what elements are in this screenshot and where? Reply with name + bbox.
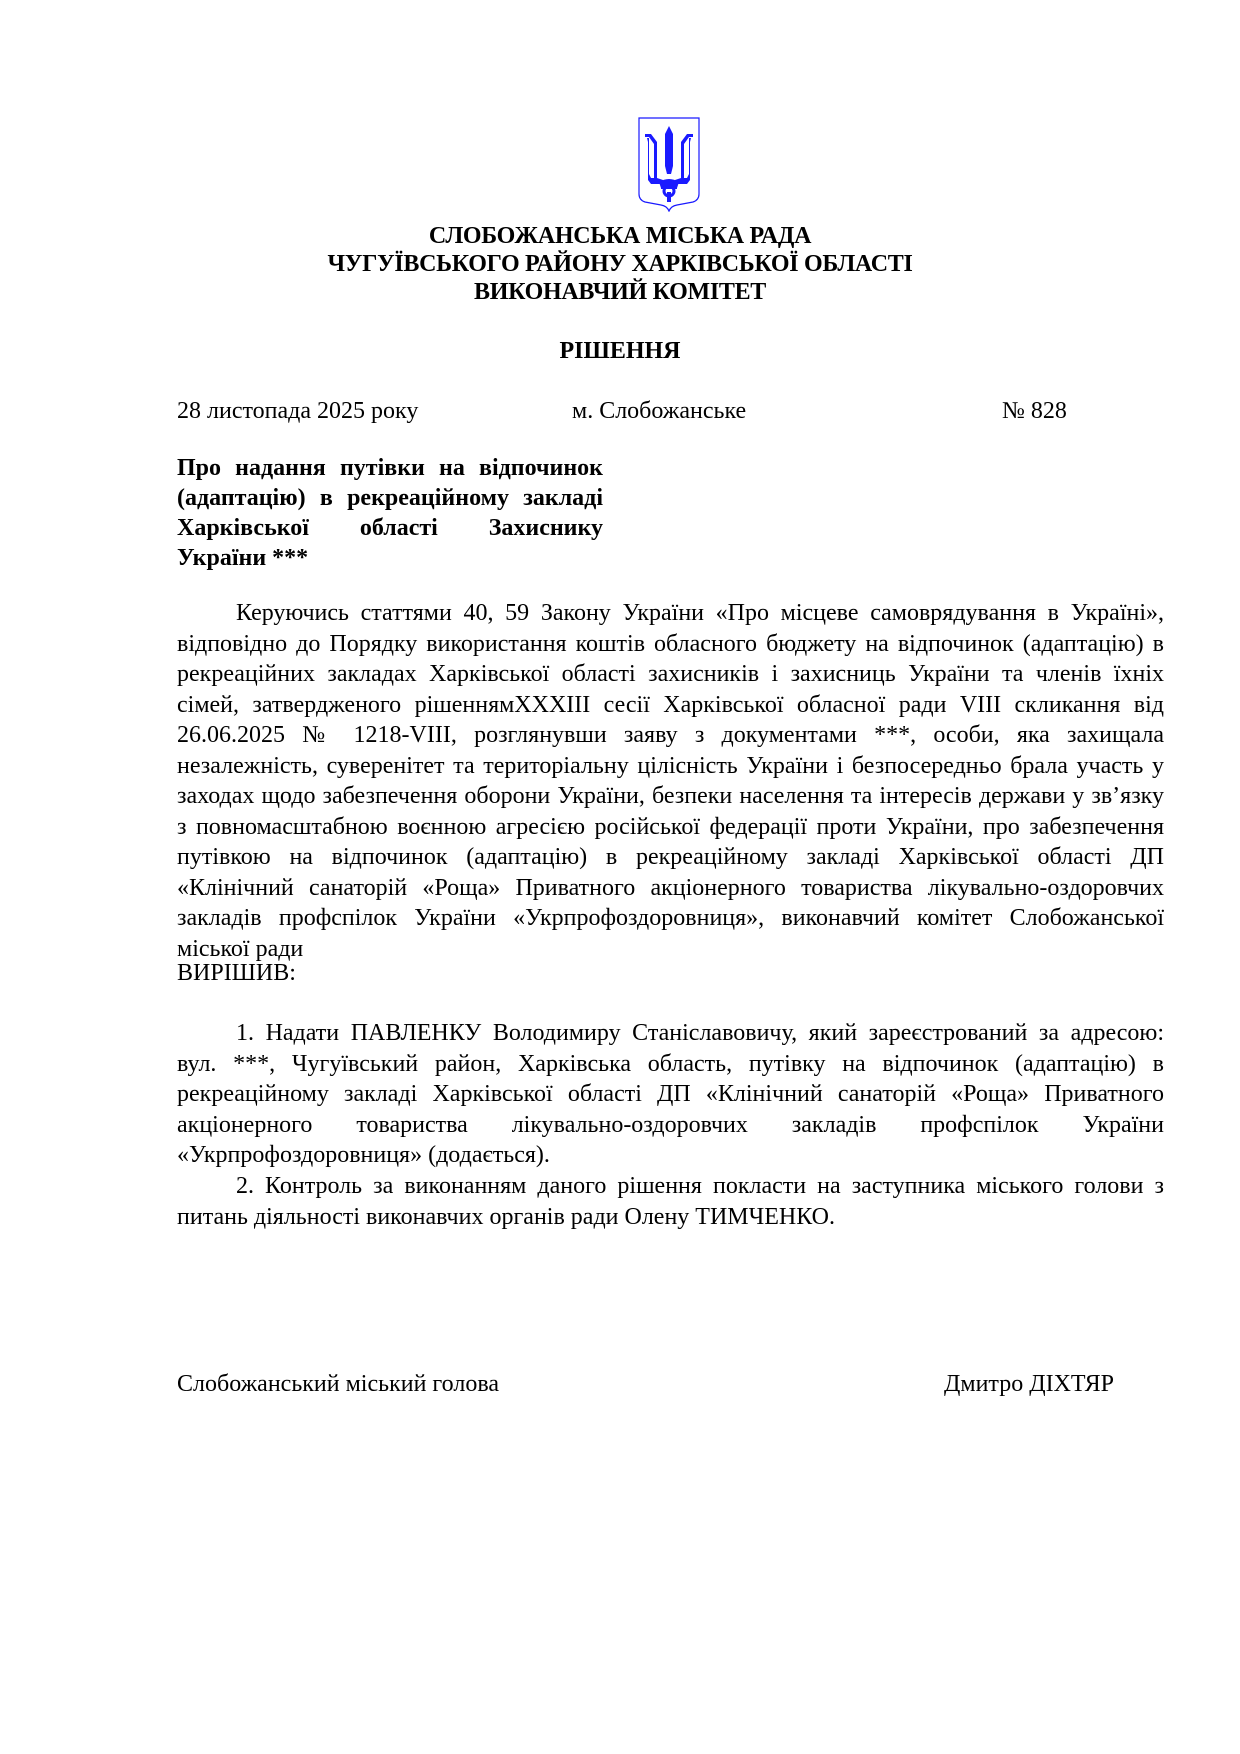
document-date: 28 листопада 2025 року (177, 398, 419, 424)
document-type-title: РІШЕННЯ (559, 338, 681, 364)
signatory-title: Слобожанський міський голова (177, 1371, 499, 1397)
issuer-committee: ВИКОНАВЧИЙ КОМІТЕТ (474, 279, 766, 305)
ukraine-coat-of-arms-icon (637, 116, 701, 212)
document-place: м. Слобожанське (572, 398, 747, 424)
resolution-point-1: 1. Надати ПАВЛЕНКУ Володимиру Станіславовичу, який зареєстрований за адресою: вул. ***, Чугуївський район, Харківська область, путівку на відпочинок (адаптацію) в рекреаційному закладі Харківської області ДП «Клінічний санаторій «Роща» Приватного акціонерного товариства лікувально-оздоровчих закладів профспілок України «Укрпрофоздоровниця» (додається). (177, 1020, 1164, 1168)
document-subject: Про надання путівки на відпочинок (адаптацію) в рекреаційному закладі Харківської області Захиснику України *** (177, 455, 603, 571)
document-meta-row (177, 397, 1164, 425)
resolved-label: ВИРІШИВ: (177, 960, 296, 986)
preamble-paragraph: Керуючись статтями 40, 59 Закону України «Про місцеве самоврядування в Україні», відповідно до Порядку використання коштів обласного бюджету на відпочинок (адаптацію) в рекреаційних закладах Харківської області захисників і захисниць України та членів їхніх сімей, затвердженого рішеннямXXXIII сесії Харківської обласної ради VIII скликання від 26.06.2025 № 1218-VIII, розглянувши заяву з документами ***, особи, яка захищала незалежність, суверенітет та територіальну цілісність України і безпосередньо брала участь у заходах щодо забезпечення оборони України, безпеки населення та інтересів держави у зв’язку з повномасштабною воєнною агресією російської федерації проти України, про забезпечення путівкою на відпочинок (адаптацію) в рекреаційному закладі Харківської області ДП «Клінічний санаторій «Роща» Приватного акціонерного товариства лікувально-оздоровчих закладів профспілок України «Укрпрофоздоровниця», виконавчий комітет Слобожанської міської ради (177, 600, 1164, 962)
resolution-point-2: 2. Контроль за виконанням даного рішення покласти на заступника міського голови з питань діяльності виконавчих органів ради Олену ТИМЧЕНКО. (177, 1173, 1164, 1230)
issuer-header (0, 222, 1240, 306)
document-number: № 828 (1002, 398, 1067, 424)
signature-block (177, 1370, 1164, 1398)
issuer-council-name: СЛОБОЖАНСЬКА МІСЬКА РАДА (428, 223, 812, 249)
signatory-name: Дмитро ДІХТЯР (944, 1371, 1114, 1397)
issuer-region: ЧУГУЇВСЬКОГО РАЙОНУ ХАРКІВСЬКОЇ ОБЛАСТІ (327, 251, 913, 277)
